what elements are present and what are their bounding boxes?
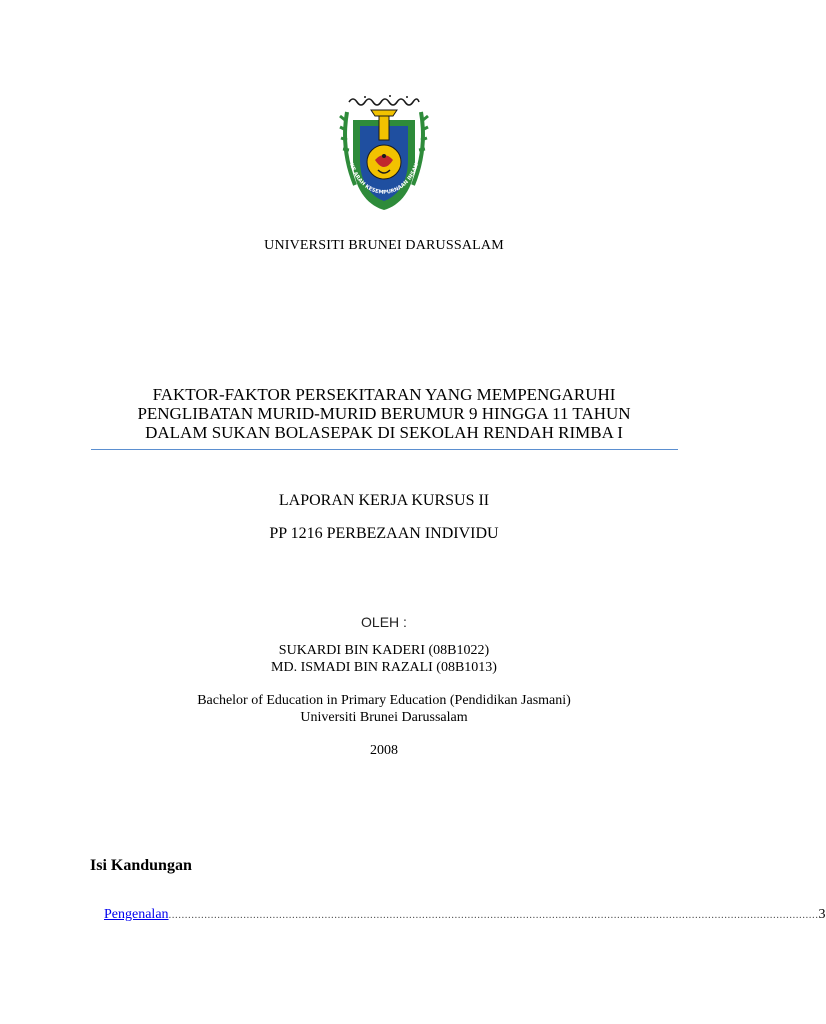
author-name: MD. ISMADI BIN RAZALI (08B1013)	[271, 660, 497, 675]
toc-entry	[104, 907, 826, 925]
title-line: DALAM SUKAN BOLASEPAK DI SEKOLAH RENDAH RIMBA I	[145, 423, 623, 442]
author-name: SUKARDI BIN KADERI (08B1022)	[278, 643, 490, 658]
toc-leader-dots: ........................................................................................................................................................................................................	[168, 909, 819, 921]
by-label: OLEH :	[361, 614, 407, 630]
university-crest-icon	[335, 90, 433, 216]
programme: Bachelor of Education in Primary Education (Pendidikan Jasmani)	[197, 693, 571, 708]
svg-text:KE ARAH KESEMPURNAAN INSAN: KE ARAH KESEMPURNAAN INSAN	[348, 162, 420, 196]
title-line: FAKTOR-FAKTOR PERSEKITARAN YANG MEMPENGARUHI	[152, 385, 616, 404]
year: 2008	[370, 743, 398, 758]
title-divider	[91, 449, 678, 450]
institution: Universiti Brunei Darussalam	[300, 710, 468, 725]
toc-heading: Isi Kandungan	[90, 857, 192, 874]
document-title	[0, 385, 768, 442]
toc-page-number: 3	[818, 907, 826, 922]
toc-entry-link[interactable]: Pengenalan	[104, 907, 169, 922]
course-code: PP 1216 PERBEZAAN INDIVIDU	[269, 525, 499, 542]
report-type: LAPORAN KERJA KURSUS II	[278, 492, 490, 509]
title-line: PENGLIBATAN MURID-MURID BERUMUR 9 HINGGA 11 TAHUN	[137, 404, 631, 423]
university-header: UNIVERSITI BRUNEI DARUSSALAM	[264, 238, 504, 253]
